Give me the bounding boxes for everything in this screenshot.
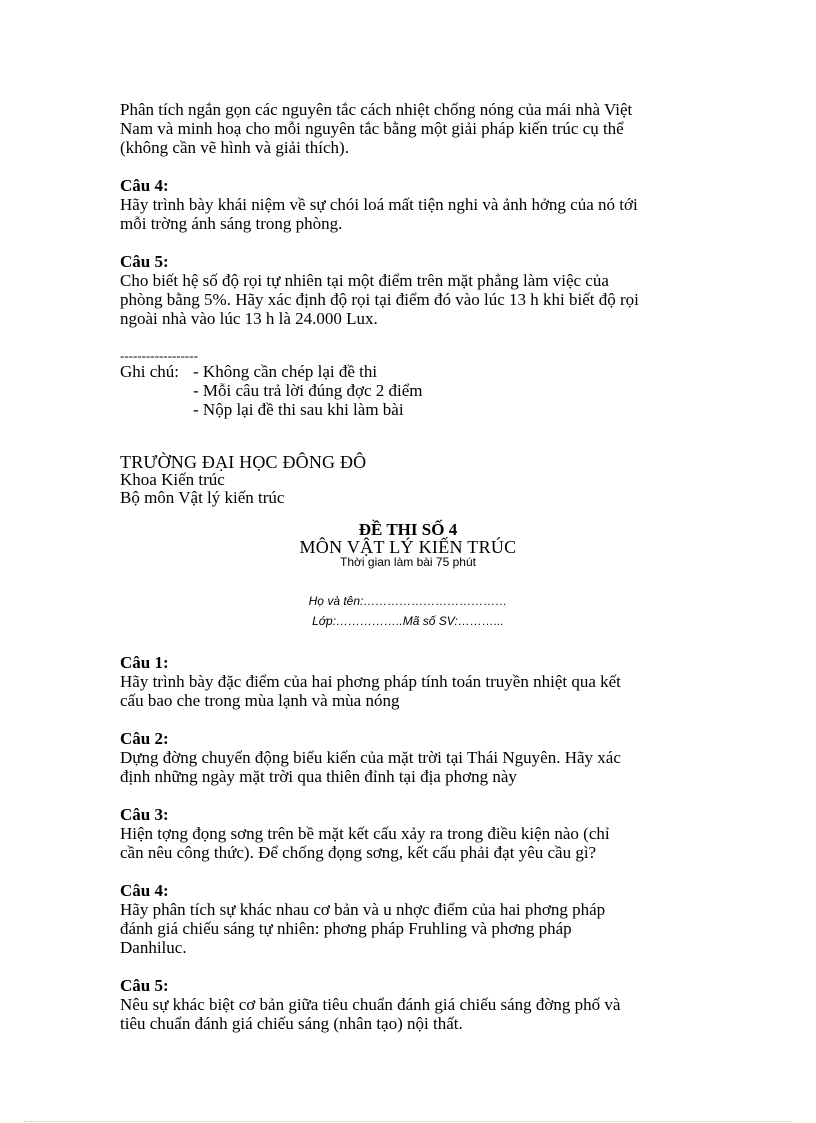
question-heading: Câu 5: <box>120 252 169 271</box>
exam-page <box>120 100 696 1052</box>
question-text-line: Danhiluc. <box>120 938 187 957</box>
question-block <box>120 976 696 1033</box>
school-header <box>120 453 696 507</box>
question-block <box>120 653 696 710</box>
question-heading: Câu 4: <box>120 176 169 195</box>
question-block <box>120 252 696 328</box>
question-3-continued <box>120 100 696 157</box>
question-block <box>120 729 696 786</box>
question-text-line: (không cần vẽ hình và giải thích). <box>120 138 349 157</box>
department-name: Bộ môn Vật lý kiến trúc <box>120 488 285 507</box>
question-heading: Câu 3: <box>120 805 169 824</box>
question-text-line: phòng bằng 5%. Hãy xác định độ rọi tại điểm đó vào lúc 13 h khi biết độ rọi <box>120 290 639 309</box>
question-block <box>120 176 696 233</box>
question-text-line: cần nêu công thức). Để chống đọng sơng, kết cấu phải đạt yêu cầu gì? <box>120 843 597 862</box>
exam-questions <box>120 653 696 1033</box>
question-text-line: Hiện tợng đọng sơng trên bề mặt kết cấu xảy ra trong điều kiện nào (chỉ <box>120 824 610 843</box>
question-text-line: tiêu chuẩn đánh giá chiếu sáng (nhân tạo) nội thất. <box>120 1014 463 1033</box>
exam-title-block <box>120 521 696 569</box>
question-text-line: đánh giá chiếu sáng tự nhiên: phơng pháp Fruhling và phơng pháp <box>120 919 572 938</box>
faculty-name: Khoa Kiến trúc <box>120 470 225 489</box>
name-field: Họ và tên:……………………………… <box>308 594 508 608</box>
question-text-line: Nam và minh hoạ cho mỗi nguyên tắc bằng một giải pháp kiến trúc cụ thể <box>120 119 624 138</box>
question-heading: Câu 1: <box>120 653 169 672</box>
note-item: - Không cần chép lại đề thi <box>193 362 378 381</box>
question-heading: Câu 4: <box>120 881 169 900</box>
question-heading: Câu 5: <box>120 976 169 995</box>
question-text-line: Nêu sự khác biệt cơ bản giữa tiêu chuẩn đánh giá chiếu sáng đờng phố và <box>120 995 621 1014</box>
page-bottom-border <box>24 1121 792 1122</box>
question-text-line: Hãy phân tích sự khác nhau cơ bản và u nhợc điểm của hai phơng pháp <box>120 900 606 919</box>
question-text-line: Phân tích ngắn gọn các nguyên tắc cách nhiệt chống nóng của mái nhà Việt <box>120 100 633 119</box>
exam-subject: MÔN VẬT LÝ KIẾN TRÚC <box>299 537 517 557</box>
exam-duration: Thời gian làm bài 75 phút <box>340 555 476 569</box>
student-info-fields <box>120 591 696 631</box>
question-text-line: Hãy trình bày khái niệm về sự chói loá mất tiện nghi và ảnh hởng của nó tới <box>120 195 638 214</box>
notes-section <box>120 362 696 419</box>
question-heading: Câu 2: <box>120 729 169 748</box>
class-id-field: Lớp:……………..Mã số SV:………... <box>312 614 504 628</box>
question-text-line: Dựng đờng chuyển động biểu kiến của mặt trời tại Thái Nguyên. Hãy xác <box>120 748 621 767</box>
question-block <box>120 805 696 862</box>
separator-line: ------------------ <box>120 348 198 363</box>
notes-label: Ghi chú: <box>120 362 180 381</box>
question-text-line: Cho biết hệ số độ rọi tự nhiên tại một điểm trên mặt phẳng làm việc của <box>120 271 609 290</box>
question-text-line: ngoài nhà vào lúc 13 h là 24.000 Lux. <box>120 309 378 328</box>
note-item: - Mỗi câu trả lời đúng đợc 2 điểm <box>193 381 423 400</box>
university-name: TRƯỜNG ĐẠI HỌC ĐÔNG ĐÔ <box>120 452 367 472</box>
question-block <box>120 881 696 957</box>
exam-number: ĐỀ THI SỐ 4 <box>358 520 458 539</box>
question-text-line: Hãy trình bày đặc điểm của hai phơng pháp tính toán truyền nhiệt qua kết <box>120 672 621 691</box>
question-text-line: cấu bao che trong mùa lạnh và mùa nóng <box>120 691 400 710</box>
note-item: - Nộp lại đề thi sau khi làm bài <box>193 400 404 419</box>
question-text-line: định những ngày mặt trời qua thiên đỉnh tại địa phơng này <box>120 767 517 786</box>
question-text-line: mỗi trờng ánh sáng trong phòng. <box>120 214 343 233</box>
